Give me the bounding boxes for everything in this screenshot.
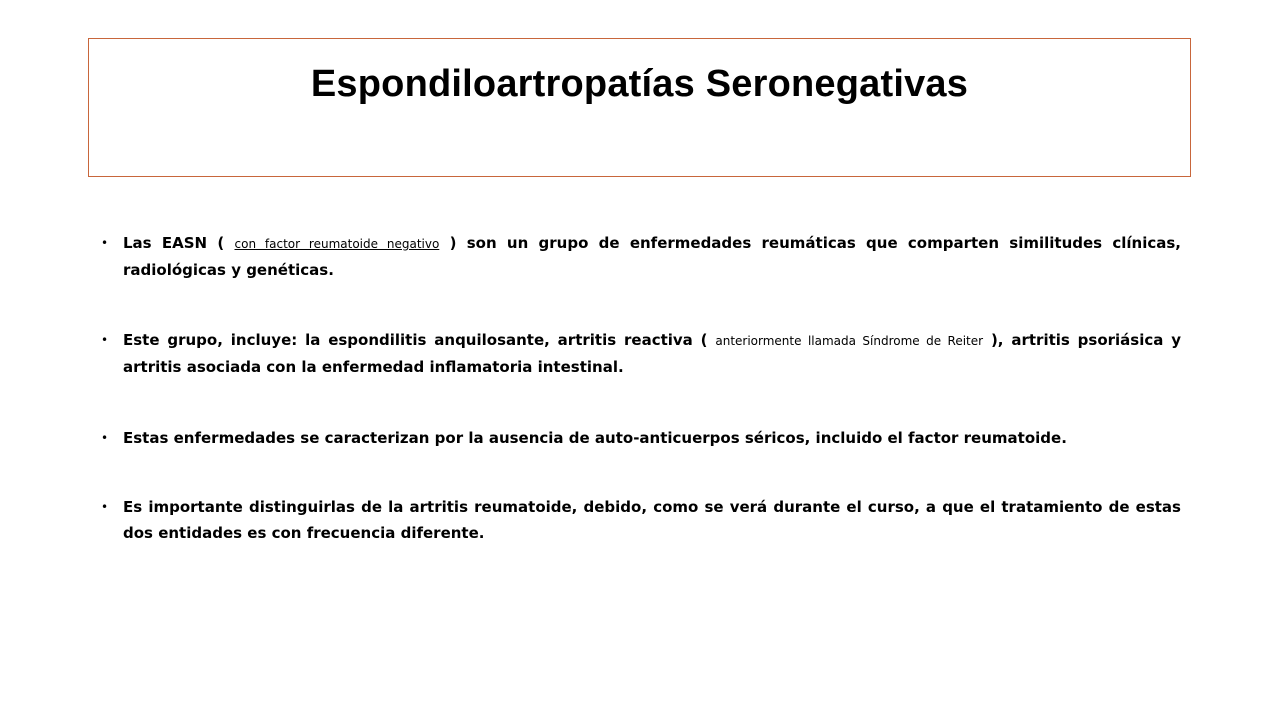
slide-title: Espondiloartropatías Seronegativas xyxy=(310,63,969,105)
bullet-dot-icon: • xyxy=(101,500,109,514)
bullet-list xyxy=(101,230,1181,546)
bullet-item-1 xyxy=(101,230,1181,283)
bullet-text: Este grupo, incluye: la espondilitis anquilosante, artritis reactiva ( xyxy=(123,331,708,349)
bullet-dot-icon: • xyxy=(101,236,109,250)
bullet-note: con factor reumatoide negativo xyxy=(234,237,440,251)
bullet-text: ) son un grupo de enfermedades reumáticas que comparten similitudes clínicas, radiológicas y genéticas. xyxy=(123,234,1182,279)
bullet-item-4 xyxy=(101,494,1181,546)
bullet-text: ), artritis psoriásica y artritis asociada con la enfermedad inflamatoria intestinal. xyxy=(123,331,1182,376)
bullet-text: Es importante distinguirlas de la artritis reumatoide, debido, como se verá durante el curso, a que el tratamiento de estas dos entidades es con frecuencia diferente. xyxy=(123,498,1181,542)
title-box xyxy=(88,38,1191,177)
bullet-text: Las EASN ( xyxy=(123,234,225,252)
bullet-dot-icon: • xyxy=(101,431,109,445)
bullet-text: Estas enfermedades se caracterizan por la ausencia de auto-anticuerpos séricos, incluido el factor reumatoide. xyxy=(123,429,1067,447)
bullet-item-2 xyxy=(101,327,1181,380)
bullet-item-3 xyxy=(101,425,1181,451)
bullet-dot-icon: • xyxy=(101,333,109,347)
bullet-note: anteriormente llamada Síndrome de Reiter xyxy=(715,334,984,348)
